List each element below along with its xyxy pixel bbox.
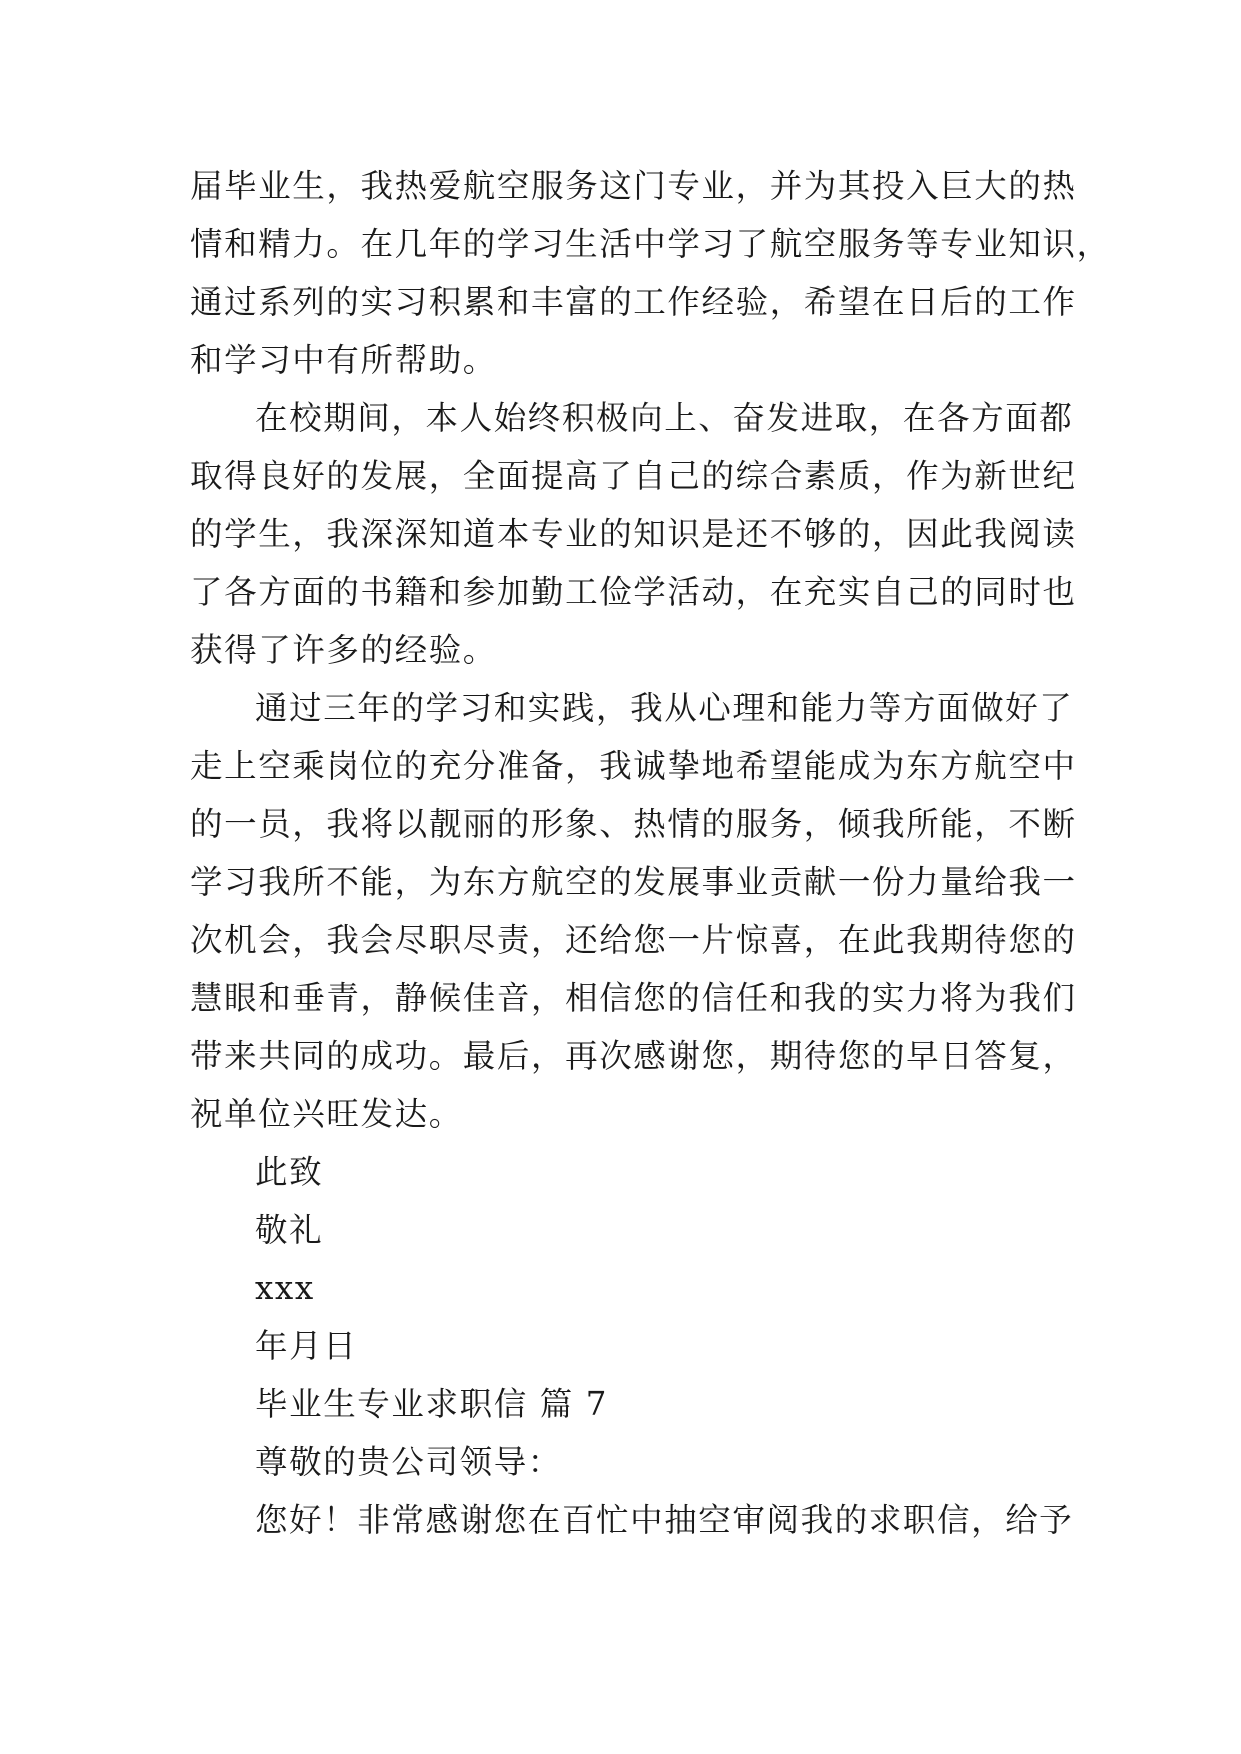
text-line: 次机会，我会尽职尽责，还给您一片惊喜，在此我期待您的 (190, 921, 1077, 959)
text-line: 通过系列的实习积累和丰富的工作经验，希望在日后的工作 (190, 283, 1077, 321)
greeting-line: 尊敬的贵公司领导： (255, 1443, 562, 1481)
text-line: 届毕业生，我热爱航空服务这门专业，并为其投入巨大的热 (190, 167, 1077, 205)
section-heading: 毕业生专业求职信 篇 7 (255, 1385, 609, 1423)
paragraph-start-line: 在校期间，本人始终积极向上、奋发进取，在各方面都 (255, 399, 1074, 437)
text-line: 祝单位兴旺发达。 (190, 1095, 463, 1133)
text-line: 您好！非常感谢您在百忙中抽空审阅我的求职信，给予 (255, 1501, 1074, 1539)
text-line: 取得良好的发展，全面提高了自己的综合素质，作为新世纪 (190, 457, 1077, 495)
signature-date: 年月日 (255, 1327, 358, 1365)
paragraph-start-line: 通过三年的学习和实践，我从心理和能力等方面做好了 (255, 689, 1074, 727)
text-line: 情和精力。在几年的学习生活中学习了航空服务等专业知识， (190, 225, 1111, 263)
text-line: 带来共同的成功。最后，再次感谢您，期待您的早日答复， (190, 1037, 1077, 1075)
text-line: 获得了许多的经验。 (190, 631, 497, 669)
text-line: 的一员，我将以靓丽的形象、热情的服务，倾我所能，不断 (190, 805, 1077, 843)
closing-salutation: 此致 (255, 1153, 324, 1191)
text-line: 走上空乘岗位的充分准备，我诚挚地希望能成为东方航空中 (190, 747, 1077, 785)
text-line: 学习我所不能，为东方航空的发展事业贡献一份力量给我一 (190, 863, 1077, 901)
signature-name: xxx (255, 1269, 315, 1307)
text-line: 了各方面的书籍和参加勤工俭学活动，在充实自己的同时也 (190, 573, 1077, 611)
text-line: 慧眼和垂青，静候佳音，相信您的信任和我的实力将为我们 (190, 979, 1077, 1017)
closing-regards: 敬礼 (255, 1211, 324, 1249)
text-line: 的学生，我深深知道本专业的知识是还不够的，因此我阅读 (190, 515, 1077, 553)
text-line: 和学习中有所帮助。 (190, 341, 497, 379)
